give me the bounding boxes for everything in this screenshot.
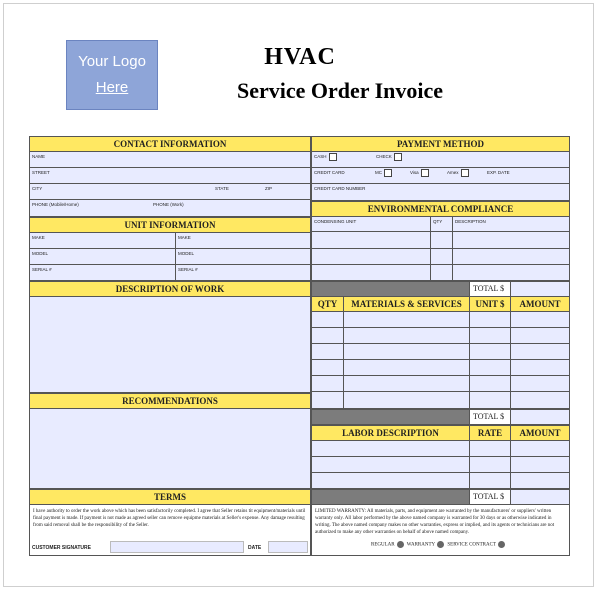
- unit-info-header: [29, 217, 311, 233]
- state-label: STATE: [215, 186, 229, 191]
- divider: [311, 264, 570, 265]
- visa-option[interactable]: [410, 169, 429, 177]
- cash-checkbox[interactable]: [329, 153, 337, 161]
- amex-option[interactable]: [447, 169, 469, 177]
- zip-label: ZIP: [265, 186, 273, 191]
- mc-checkbox[interactable]: [384, 169, 392, 177]
- divider: [510, 440, 511, 489]
- cash-label: CASH: [314, 154, 327, 160]
- divider: [311, 248, 570, 249]
- table-row: [311, 327, 570, 328]
- table-row: [311, 375, 570, 376]
- phone-work-label: PHONE (Work): [153, 202, 184, 207]
- total-field-2[interactable]: [510, 409, 570, 425]
- amex-checkbox[interactable]: [461, 169, 469, 177]
- materials-services-header: [343, 296, 470, 312]
- labor-description-header: [311, 425, 470, 441]
- env-description-label: DESCRIPTION: [455, 219, 486, 224]
- table-row: [311, 343, 570, 344]
- divider: [469, 440, 470, 489]
- environmental-header-label: ENVIRONMENTAL COMPLIANCE: [367, 204, 514, 214]
- check-option[interactable]: [376, 153, 402, 161]
- total-label-3: TOTAL $: [473, 492, 505, 501]
- divider: [29, 248, 311, 249]
- warranty-options: [371, 541, 507, 549]
- name-label: NAME: [32, 154, 46, 159]
- mc-label: MC: [375, 170, 382, 176]
- materials-table-body[interactable]: [311, 311, 570, 409]
- check-checkbox[interactable]: [394, 153, 402, 161]
- env-qty-label: QTY: [433, 219, 443, 224]
- description-of-work-header: [29, 281, 311, 297]
- materials-amount-label: AMOUNT: [519, 299, 561, 309]
- divider: [469, 311, 470, 409]
- unit-info-header-label: UNIT INFORMATION: [124, 220, 216, 230]
- terms-header-label: TERMS: [153, 492, 186, 502]
- title-hvac: HVAC: [264, 44, 336, 70]
- divider: [510, 311, 511, 409]
- labor-table-body[interactable]: [311, 440, 570, 489]
- logo-line2: Here: [95, 79, 129, 96]
- cash-option[interactable]: [314, 153, 337, 161]
- terms-text: I have authority to order the work above which has been satisfactorily completed. I agree that Seller retains tit equipment/materials until final payment is made. If payment is not made as agreed seller can remove equipme materials at Seller's expense. Any damage resulting from said removal shall be the responsibility of the Seller.: [33, 509, 306, 528]
- total-label-1: TOTAL $: [473, 284, 505, 293]
- date-label: DATE: [248, 545, 262, 551]
- total-spacer: [311, 409, 470, 425]
- payment-method-header: [311, 136, 570, 152]
- payment-fields: [311, 151, 570, 201]
- description-of-work-field[interactable]: [29, 296, 311, 393]
- divider: [311, 231, 570, 232]
- labor-description-label: LABOR DESCRIPTION: [342, 428, 439, 438]
- make-label-1: MAKE: [32, 235, 45, 240]
- customer-signature-field[interactable]: [110, 541, 244, 553]
- regular-label: REGULAR: [371, 542, 395, 548]
- visa-checkbox[interactable]: [421, 169, 429, 177]
- table-row: [311, 359, 570, 360]
- divider: [29, 199, 311, 200]
- divider: [343, 311, 344, 409]
- environmental-header: [311, 201, 570, 217]
- date-field[interactable]: [268, 541, 308, 553]
- divider: [175, 232, 176, 281]
- contact-info-header: [29, 136, 311, 152]
- warranty-label: WARRANTY: [406, 542, 436, 548]
- total-field-1[interactable]: [510, 281, 570, 297]
- check-label: CHECK: [376, 154, 392, 160]
- divider: [29, 167, 311, 168]
- title-service-order-invoice: Service Order Invoice: [236, 78, 444, 103]
- customer-signature-label: CUSTOMER SIGNATURE: [32, 545, 91, 551]
- exp-date-label: EXP. DATE: [487, 170, 510, 175]
- street-label: STREET: [32, 170, 50, 175]
- divider: [29, 183, 311, 184]
- total-spacer: [311, 281, 470, 297]
- warranty-radio[interactable]: [437, 541, 444, 548]
- credit-card-number-label: CREDIT CARD NUMBER: [314, 186, 366, 191]
- materials-qty-header: [311, 296, 344, 312]
- labor-rate-header: [469, 425, 511, 441]
- recommendations-header-label: RECOMMENDATIONS: [122, 396, 218, 406]
- materials-qty-label: QTY: [317, 299, 338, 309]
- model-label-1: MODEL: [32, 251, 49, 256]
- model-label-2: MODEL: [178, 251, 195, 256]
- serial-label-2: SERIAL #: [178, 267, 198, 272]
- labor-amount-header: [510, 425, 570, 441]
- contact-info-fields[interactable]: [29, 151, 311, 217]
- make-label-2: MAKE: [178, 235, 191, 240]
- logo-placeholder: [66, 40, 158, 110]
- table-row: [311, 456, 570, 457]
- unit-info-fields[interactable]: [29, 232, 311, 281]
- recommendations-field[interactable]: [29, 408, 311, 489]
- materials-amount-header: [510, 296, 570, 312]
- serial-label-1: SERIAL #: [32, 267, 52, 272]
- divider: [311, 167, 570, 168]
- amex-label: Amex: [447, 170, 459, 176]
- visa-label: Visa: [410, 170, 419, 176]
- contact-info-header-label: CONTACT INFORMATION: [113, 139, 227, 149]
- regular-radio[interactable]: [397, 541, 404, 548]
- terms-header: [29, 489, 311, 505]
- total-spacer: [311, 489, 470, 505]
- table-row: [311, 472, 570, 473]
- service-contract-label: SERVICE CONTRACT: [447, 542, 497, 548]
- materials-unit-header: [469, 296, 511, 312]
- table-row: [311, 391, 570, 392]
- logo-line1: Your Logo: [78, 53, 146, 70]
- description-of-work-header-label: DESCRIPTION OF WORK: [115, 284, 225, 294]
- labor-rate-label: RATE: [477, 428, 503, 438]
- credit-card-label: CREDIT CARD: [314, 170, 345, 175]
- service-contract-radio[interactable]: [498, 541, 505, 548]
- labor-amount-label: AMOUNT: [519, 428, 561, 438]
- total-field-3[interactable]: [510, 489, 570, 505]
- divider: [29, 264, 311, 265]
- phone-mobile-label: PHONE (Mobile/Home): [32, 202, 79, 207]
- total-label-2: TOTAL $: [473, 412, 505, 421]
- materials-unit-label: UNIT $: [475, 299, 505, 309]
- payment-method-header-label: PAYMENT METHOD: [396, 139, 485, 149]
- materials-services-label: MATERIALS & SERVICES: [351, 299, 462, 309]
- recommendations-header: [29, 393, 311, 409]
- condensing-unit-label: CONDENSING UNIT: [314, 219, 357, 224]
- divider: [311, 183, 570, 184]
- mc-option[interactable]: [375, 169, 392, 177]
- warranty-text: LIMITED WARRANTY: All materials, parts, and equipment are warranted by the manufacturers' or suppliers' written warranty only. All labor performed by the above named company is warranted for 30 days or as otherwise indicated in writing. The above named company makes no other warranties, express or implied, and its agents or technicians are not authorized to make any other warranties on behalf of above named company.: [315, 509, 555, 535]
- city-label: CITY: [32, 186, 43, 191]
